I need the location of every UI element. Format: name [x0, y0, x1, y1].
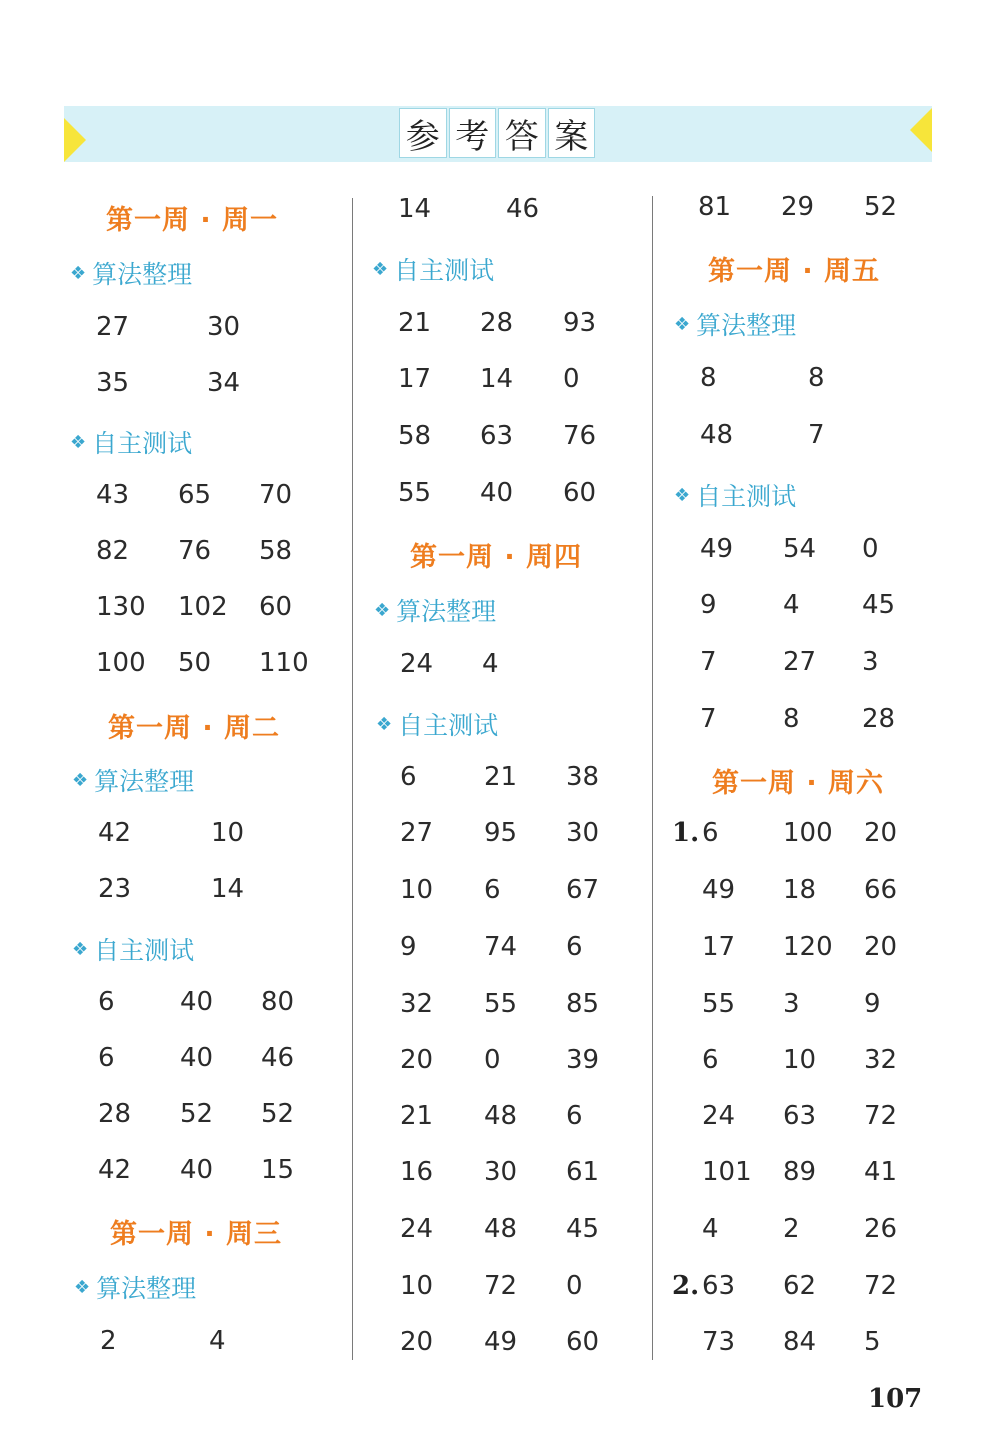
answer-value: 23: [98, 874, 132, 904]
subsection-algorithm: [72, 762, 194, 798]
answer-value: 120: [783, 932, 833, 962]
answer-value: 65: [178, 480, 212, 510]
answer-value: 14: [480, 364, 514, 394]
answer-value: 39: [566, 1045, 600, 1075]
answer-value: 8: [700, 363, 717, 393]
answer-value: 40: [480, 478, 514, 508]
answer-value: 74: [484, 932, 518, 962]
diamond-icon: ❖: [74, 1276, 91, 1298]
answer-value: 55: [702, 989, 736, 1019]
answer-value: 80: [261, 987, 295, 1017]
answer-value: 4: [783, 590, 800, 620]
answer-value: 100: [96, 648, 146, 678]
banner-left-triangle: [64, 118, 86, 162]
section-title-wed: 第一周 · 周三: [110, 1219, 283, 1250]
answer-value: 130: [96, 592, 146, 622]
answer-value: 27: [400, 818, 434, 848]
answer-value: 67: [566, 875, 600, 905]
answer-value: 70: [259, 480, 293, 510]
diamond-icon: ❖: [674, 313, 691, 335]
answer-value: 24: [400, 1214, 434, 1244]
section-title-tue: 第一周 · 周二: [108, 713, 281, 744]
answer-value: 102: [178, 592, 228, 622]
answer-value: 17: [702, 932, 736, 962]
answer-value: 30: [484, 1157, 518, 1187]
subsection-label: 算法整理: [696, 311, 797, 340]
answer-value: 72: [864, 1101, 898, 1131]
answer-value: 27: [96, 312, 130, 342]
answer-value: 46: [506, 194, 540, 224]
subsection-label: 自主测试: [94, 936, 195, 965]
column-divider-right: [652, 196, 653, 1360]
answer-value: 55: [484, 989, 518, 1019]
answer-value: 6: [566, 1101, 583, 1131]
page-title: [398, 108, 596, 158]
diamond-icon: ❖: [374, 599, 391, 621]
answer-value: 2: [783, 1214, 800, 1244]
answer-value: 10: [211, 818, 245, 848]
answer-value: 55: [398, 478, 432, 508]
title-char: 答: [498, 108, 546, 158]
subsection-self-test: [72, 931, 194, 967]
diamond-icon: ❖: [72, 769, 89, 791]
answer-value: 63: [783, 1101, 817, 1131]
subsection-label: 自主测试: [696, 482, 797, 511]
answer-value: 7: [700, 704, 717, 734]
answer-value: 20: [864, 818, 898, 848]
answer-value: 10: [783, 1045, 817, 1075]
answer-value: 9: [400, 932, 417, 962]
answer-value: 45: [566, 1214, 600, 1244]
answer-value: 110: [259, 648, 309, 678]
answer-value: 76: [563, 421, 597, 451]
answer-value: 7: [700, 647, 717, 677]
answer-value: 35: [96, 368, 130, 398]
answer-value: 0: [862, 534, 879, 564]
answer-value: 10: [400, 1271, 434, 1301]
question-number: 1.: [672, 818, 700, 848]
answer-value: 3: [783, 989, 800, 1019]
page-number: 107: [868, 1384, 923, 1414]
answer-value: 49: [484, 1327, 518, 1357]
answer-value: 73: [702, 1327, 736, 1357]
subsection-self-test: [376, 706, 498, 742]
answer-value: 52: [864, 192, 898, 222]
answer-value: 2: [100, 1326, 117, 1356]
answer-value: 17: [398, 364, 432, 394]
diamond-icon: ❖: [372, 258, 389, 280]
answer-value: 21: [484, 762, 518, 792]
question-number: 2.: [672, 1271, 700, 1301]
diamond-icon: ❖: [72, 938, 89, 960]
answer-value: 62: [783, 1271, 817, 1301]
subsection-label: 算法整理: [96, 1274, 197, 1303]
diamond-icon: ❖: [70, 262, 87, 284]
answer-value: 9: [700, 590, 717, 620]
answer-value: 66: [864, 875, 898, 905]
subsection-label: 自主测试: [398, 711, 499, 740]
answer-value: 18: [783, 875, 817, 905]
answer-value: 40: [180, 1155, 214, 1185]
subsection-algorithm: [74, 1269, 196, 1305]
answer-value: 43: [96, 480, 130, 510]
answer-value: 16: [400, 1157, 434, 1187]
subsection-self-test: [674, 477, 796, 513]
answer-value: 100: [783, 818, 833, 848]
answer-value: 63: [702, 1271, 736, 1301]
answer-value: 14: [211, 874, 245, 904]
answer-value: 28: [862, 704, 896, 734]
title-char: 参: [399, 108, 447, 158]
answer-value: 0: [566, 1271, 583, 1301]
answer-value: 58: [398, 421, 432, 451]
answer-value: 26: [864, 1214, 898, 1244]
answer-value: 63: [480, 421, 514, 451]
answer-value: 48: [700, 420, 734, 450]
answer-value: 40: [180, 1043, 214, 1073]
answer-value: 7: [808, 420, 825, 450]
answer-value: 49: [700, 534, 734, 564]
answer-value: 6: [400, 762, 417, 792]
answer-value: 52: [261, 1099, 295, 1129]
title-char: 考: [449, 108, 497, 158]
answer-value: 82: [96, 536, 130, 566]
answer-value: 21: [400, 1101, 434, 1131]
subsection-algorithm: [674, 306, 796, 342]
answer-value: 60: [566, 1327, 600, 1357]
column-divider-left: [352, 198, 353, 1360]
answer-value: 4: [209, 1326, 226, 1356]
answer-value: 15: [261, 1155, 295, 1185]
subsection-label: 算法整理: [94, 767, 195, 796]
answer-value: 93: [563, 308, 597, 338]
title-char: 案: [548, 108, 596, 158]
answer-value: 32: [400, 989, 434, 1019]
answer-value: 72: [484, 1271, 518, 1301]
answer-value: 60: [259, 592, 293, 622]
diamond-icon: ❖: [376, 713, 393, 735]
answer-value: 30: [207, 312, 241, 342]
diamond-icon: ❖: [674, 484, 691, 506]
answer-value: 72: [864, 1271, 898, 1301]
subsection-label: 算法整理: [92, 260, 193, 289]
answer-value: 95: [484, 818, 518, 848]
section-title-fri: 第一周 · 周五: [708, 256, 881, 287]
answer-value: 5: [864, 1327, 881, 1357]
answer-value: 48: [484, 1101, 518, 1131]
answer-value: 38: [566, 762, 600, 792]
answer-value: 4: [482, 649, 499, 679]
answer-value: 45: [862, 590, 896, 620]
answer-value: 6: [98, 1043, 115, 1073]
subsection-label: 算法整理: [396, 597, 497, 626]
answer-value: 3: [862, 647, 879, 677]
answer-value: 42: [98, 818, 132, 848]
answer-value: 50: [178, 648, 212, 678]
section-title-mon: 第一周 · 周一: [106, 205, 279, 236]
answer-value: 54: [783, 534, 817, 564]
answer-value: 9: [864, 989, 881, 1019]
answer-value: 30: [566, 818, 600, 848]
answer-value: 0: [484, 1045, 501, 1075]
answer-value: 58: [259, 536, 293, 566]
answer-value: 84: [783, 1327, 817, 1357]
subsection-label: 自主测试: [394, 256, 495, 285]
answer-value: 27: [783, 647, 817, 677]
subsection-algorithm: [374, 592, 496, 628]
answer-value: 24: [400, 649, 434, 679]
answer-value: 101: [702, 1157, 752, 1187]
section-title-thu: 第一周 · 周四: [410, 542, 583, 573]
answer-value: 49: [702, 875, 736, 905]
answer-value: 89: [783, 1157, 817, 1187]
answer-value: 6: [484, 875, 501, 905]
answer-value: 52: [180, 1099, 214, 1129]
answer-value: 85: [566, 989, 600, 1019]
answer-value: 60: [563, 478, 597, 508]
answer-value: 61: [566, 1157, 600, 1187]
answer-value: 4: [702, 1214, 719, 1244]
answer-value: 0: [563, 364, 580, 394]
answer-value: 14: [398, 194, 432, 224]
answer-value: 20: [400, 1327, 434, 1357]
answer-value: 40: [180, 987, 214, 1017]
answer-value: 6: [566, 932, 583, 962]
answer-value: 48: [484, 1214, 518, 1244]
answer-value: 28: [98, 1099, 132, 1129]
answer-value: 6: [98, 987, 115, 1017]
answer-value: 46: [261, 1043, 295, 1073]
section-title-sat: 第一周 · 周六: [712, 768, 885, 799]
subsection-label: 自主测试: [92, 429, 193, 458]
answer-value: 6: [702, 1045, 719, 1075]
answer-value: 20: [400, 1045, 434, 1075]
answer-value: 10: [400, 875, 434, 905]
answer-value: 29: [781, 192, 815, 222]
answer-value: 8: [783, 704, 800, 734]
answer-value: 8: [808, 363, 825, 393]
diamond-icon: ❖: [70, 431, 87, 453]
answer-value: 76: [178, 536, 212, 566]
answer-value: 21: [398, 308, 432, 338]
answer-value: 20: [864, 932, 898, 962]
answer-value: 24: [702, 1101, 736, 1131]
subsection-self-test: [70, 424, 192, 460]
subsection-self-test: [372, 251, 494, 287]
subsection-algorithm: [70, 255, 192, 291]
answer-value: 41: [864, 1157, 898, 1187]
answer-value: 42: [98, 1155, 132, 1185]
answer-value: 32: [864, 1045, 898, 1075]
answer-value: 6: [702, 818, 719, 848]
answer-value: 28: [480, 308, 514, 338]
answer-value: 81: [698, 192, 732, 222]
answer-value: 34: [207, 368, 241, 398]
banner-right-triangle: [910, 108, 932, 152]
